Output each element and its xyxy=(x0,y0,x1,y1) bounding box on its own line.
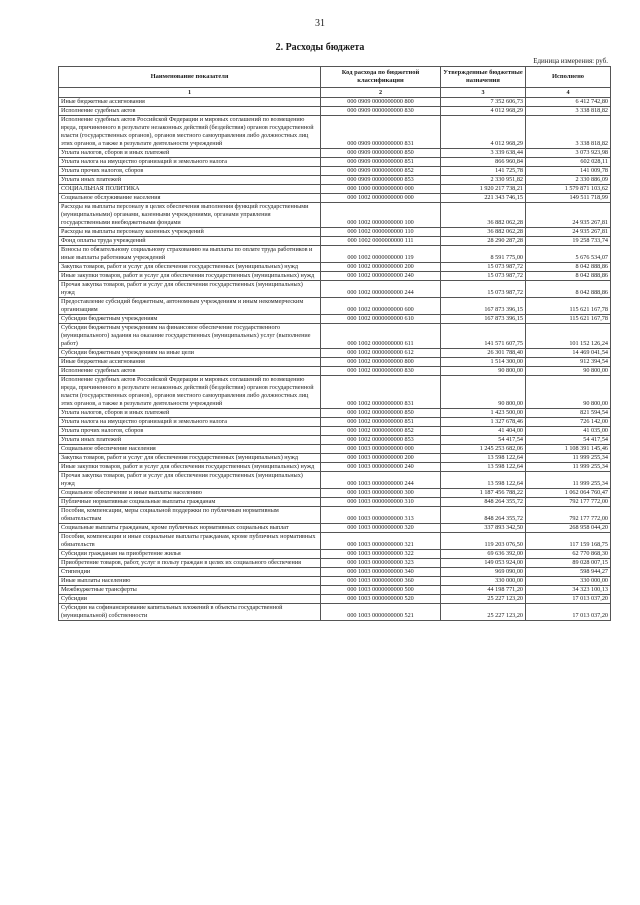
table-row xyxy=(59,185,611,194)
table-row xyxy=(59,595,611,604)
column-number: 1 xyxy=(59,88,321,98)
row-code: 000 1003 0000000000 520 xyxy=(321,595,441,604)
row-approved-value: 1 187 456 788,22 xyxy=(441,489,526,498)
row-executed-value: 1 108 391 145,46 xyxy=(526,445,611,454)
row-name: Иные закупки товаров, работ и услуг для обеспечения государственных (муниципальных) нужд xyxy=(59,272,321,281)
table-row xyxy=(59,246,611,263)
row-name: Уплата налога на имущество организаций и земельного налога xyxy=(59,418,321,427)
header-approved: Утвержденные бюджетные назначения xyxy=(441,67,526,88)
row-name: Исполнение судебных актов xyxy=(59,107,321,116)
row-code: 000 1003 0000000000 322 xyxy=(321,550,441,559)
row-code: 000 1002 0000000000 611 xyxy=(321,324,441,349)
table-row xyxy=(59,263,611,272)
row-executed-value: 14 469 041,54 xyxy=(526,349,611,358)
header-code: Код расхода по бюджетной классификации xyxy=(321,67,441,88)
table-row xyxy=(59,194,611,203)
row-code: 000 0909 0000000000 852 xyxy=(321,167,441,176)
row-executed-value: 330 000,00 xyxy=(526,577,611,586)
row-code: 000 1002 0000000000 851 xyxy=(321,418,441,427)
row-executed-value: 8 042 888,86 xyxy=(526,281,611,298)
row-executed-value: 24 935 267,81 xyxy=(526,228,611,237)
row-code: 000 0909 0000000000 800 xyxy=(321,98,441,107)
row-name: Иные выплаты населению xyxy=(59,577,321,586)
row-approved-value: 25 227 123,20 xyxy=(441,595,526,604)
row-name: Фонд оплаты труда учреждений xyxy=(59,237,321,246)
row-code: 000 1002 0000000000 100 xyxy=(321,203,441,228)
row-approved-value: 26 301 788,40 xyxy=(441,349,526,358)
row-name: Социальное обеспечение населения xyxy=(59,445,321,454)
row-executed-value: 3 338 818,82 xyxy=(526,116,611,149)
row-approved-value: 119 203 076,50 xyxy=(441,533,526,550)
row-executed-value: 141 009,78 xyxy=(526,167,611,176)
row-code: 000 1003 0000000000 320 xyxy=(321,524,441,533)
row-code: 000 0909 0000000000 851 xyxy=(321,158,441,167)
row-approved-value: 8 591 775,00 xyxy=(441,246,526,263)
row-executed-value: 3 073 923,98 xyxy=(526,149,611,158)
table-row xyxy=(59,358,611,367)
row-code: 000 1003 0000000000 000 xyxy=(321,445,441,454)
row-executed-value: 11 999 255,34 xyxy=(526,463,611,472)
row-approved-value: 36 882 062,28 xyxy=(441,203,526,228)
row-name: Социальные выплаты гражданам, кроме публичных нормативных социальных выплат xyxy=(59,524,321,533)
table-row xyxy=(59,463,611,472)
row-name: Предоставление субсидий бюджетным, автономным учреждениям и иным некоммерческим организациям xyxy=(59,298,321,315)
row-code: 000 0909 0000000000 830 xyxy=(321,107,441,116)
row-approved-value: 221 343 746,15 xyxy=(441,194,526,203)
row-name: Расходы на выплаты персоналу в целях обеспечения выполнения функций государственными (муниципальными) органами, казенными учреждениями, органами управления государственными внебюджетными фондами xyxy=(59,203,321,228)
row-approved-value: 2 330 951,82 xyxy=(441,176,526,185)
row-name: Субсидии бюджетным учреждениям xyxy=(59,315,321,324)
row-name: Прочая закупка товаров, работ и услуг для обеспечения государственных (муниципальных) нужд xyxy=(59,281,321,298)
column-number: 4 xyxy=(526,88,611,98)
row-executed-value: 17 013 037,20 xyxy=(526,604,611,621)
table-row xyxy=(59,445,611,454)
row-executed-value: 726 142,00 xyxy=(526,418,611,427)
row-approved-value: 90 800,00 xyxy=(441,376,526,409)
row-executed-value: 17 013 037,20 xyxy=(526,595,611,604)
row-executed-value: 2 330 886,09 xyxy=(526,176,611,185)
table-row xyxy=(59,586,611,595)
row-approved-value: 25 227 123,20 xyxy=(441,604,526,621)
section-title: 2. Расходы бюджета xyxy=(275,42,365,53)
row-name: Исполнение судебных актов xyxy=(59,367,321,376)
table-row xyxy=(59,98,611,107)
row-code: 000 1003 0000000000 321 xyxy=(321,533,441,550)
column-number: 2 xyxy=(321,88,441,98)
table-row xyxy=(59,203,611,228)
row-name: Закупка товаров, работ и услуг для обеспечения государственных (муниципальных) нужд xyxy=(59,263,321,272)
row-executed-value: 34 323 100,13 xyxy=(526,586,611,595)
row-name: Уплата налогов, сборов и иных платежей xyxy=(59,149,321,158)
row-executed-value: 792 177 772,00 xyxy=(526,498,611,507)
table-header-row xyxy=(59,67,611,88)
row-approved-value: 337 893 342,50 xyxy=(441,524,526,533)
row-name: Расходы на выплаты персоналу казенных учреждений xyxy=(59,228,321,237)
row-name: Иные бюджетные ассигнования xyxy=(59,98,321,107)
row-approved-value: 15 073 987,72 xyxy=(441,263,526,272)
row-approved-value: 15 073 987,72 xyxy=(441,272,526,281)
row-executed-value: 90 800,00 xyxy=(526,376,611,409)
row-approved-value: 54 417,54 xyxy=(441,436,526,445)
row-code: 000 1002 0000000000 852 xyxy=(321,427,441,436)
row-executed-value: 268 958 044,20 xyxy=(526,524,611,533)
row-name: Субсидии бюджетным учреждениям на финансовое обеспечение государственного (муниципального) задания на оказание государственных (муниципальных) услуг (выполнение работ) xyxy=(59,324,321,349)
row-code: 000 1003 0000000000 360 xyxy=(321,577,441,586)
row-code: 000 1002 0000000000 111 xyxy=(321,237,441,246)
row-name: Приобретение товаров, работ, услуг в пользу граждан в целях их социального обеспечения xyxy=(59,559,321,568)
table-row xyxy=(59,349,611,358)
table-row xyxy=(59,116,611,149)
row-code: 000 1002 0000000000 610 xyxy=(321,315,441,324)
row-approved-value: 4 012 968,29 xyxy=(441,116,526,149)
row-approved-value: 7 352 606,73 xyxy=(441,98,526,107)
row-approved-value: 1 245 253 682,06 xyxy=(441,445,526,454)
table-row xyxy=(59,315,611,324)
row-approved-value: 1 920 217 738,21 xyxy=(441,185,526,194)
table-row xyxy=(59,298,611,315)
row-code: 000 1002 0000000000 119 xyxy=(321,246,441,263)
row-code: 000 1003 0000000000 323 xyxy=(321,559,441,568)
row-approved-value: 4 012 968,29 xyxy=(441,107,526,116)
row-executed-value: 41 035,00 xyxy=(526,427,611,436)
row-code: 000 1002 0000000000 200 xyxy=(321,263,441,272)
table-row xyxy=(59,498,611,507)
row-approved-value: 848 264 355,72 xyxy=(441,507,526,524)
row-name: Исполнение судебных актов Российской Федерации и мировых соглашений по возмещению вреда, причиненного в результате незаконных действий (бездействия) органов государственной власти (государственных органов), органов местного самоуправления либо должностных лиц этих органов, а также в результате деятельности учреждений xyxy=(59,116,321,149)
row-executed-value: 8 042 888,86 xyxy=(526,272,611,281)
row-code: 000 1002 0000000000 830 xyxy=(321,367,441,376)
row-name: Субсидии xyxy=(59,595,321,604)
row-name: Социальное обслуживание населения xyxy=(59,194,321,203)
row-code: 000 1003 0000000000 240 xyxy=(321,463,441,472)
column-number: 3 xyxy=(441,88,526,98)
row-approved-value: 36 882 062,28 xyxy=(441,228,526,237)
row-name: Стипендии xyxy=(59,568,321,577)
row-approved-value: 28 290 287,28 xyxy=(441,237,526,246)
row-executed-value: 117 159 168,75 xyxy=(526,533,611,550)
table-row xyxy=(59,507,611,524)
table-row xyxy=(59,533,611,550)
row-name: Уплата прочих налогов, сборов xyxy=(59,167,321,176)
row-name: Социальное обеспечение и иные выплаты населению xyxy=(59,489,321,498)
row-approved-value: 1 423 500,00 xyxy=(441,409,526,418)
header-executed: Исполнено xyxy=(526,67,611,88)
row-name: Уплата налога на имущество организаций и земельного налога xyxy=(59,158,321,167)
table-row xyxy=(59,454,611,463)
row-approved-value: 41 404,00 xyxy=(441,427,526,436)
table-row xyxy=(59,550,611,559)
row-approved-value: 90 800,00 xyxy=(441,367,526,376)
row-executed-value: 3 338 818,82 xyxy=(526,107,611,116)
row-code: 000 1002 0000000000 240 xyxy=(321,272,441,281)
row-code: 000 1002 0000000000 110 xyxy=(321,228,441,237)
row-name: Взносы по обязательному социальному страхованию на выплаты по оплате труда работников и иные выплаты работникам учреждений xyxy=(59,246,321,263)
table-row xyxy=(59,367,611,376)
budget-expenses-table xyxy=(58,66,611,621)
row-code: 000 0909 0000000000 831 xyxy=(321,116,441,149)
row-name: Прочая закупка товаров, работ и услуг для обеспечения государственных (муниципальных) нужд xyxy=(59,472,321,489)
row-name: Уплата налогов, сборов и иных платежей xyxy=(59,409,321,418)
table-row xyxy=(59,167,611,176)
row-code: 000 1003 0000000000 500 xyxy=(321,586,441,595)
table-row xyxy=(59,559,611,568)
row-executed-value: 19 258 733,74 xyxy=(526,237,611,246)
row-approved-value: 13 598 122,64 xyxy=(441,463,526,472)
row-code: 000 1003 0000000000 313 xyxy=(321,507,441,524)
table-row xyxy=(59,228,611,237)
table-row xyxy=(59,324,611,349)
page-number: 31 xyxy=(315,18,325,29)
row-executed-value: 11 999 255,34 xyxy=(526,454,611,463)
row-code: 000 0909 0000000000 850 xyxy=(321,149,441,158)
table-row xyxy=(59,489,611,498)
row-approved-value: 69 636 392,00 xyxy=(441,550,526,559)
table-row xyxy=(59,577,611,586)
table-row xyxy=(59,604,611,621)
row-executed-value: 62 770 868,30 xyxy=(526,550,611,559)
row-code: 000 1003 0000000000 244 xyxy=(321,472,441,489)
row-code: 000 1003 0000000000 300 xyxy=(321,489,441,498)
row-name: Пособия, компенсации, меры социальной поддержки по публичным нормативным обязательствам xyxy=(59,507,321,524)
table-row xyxy=(59,237,611,246)
row-name: Закупка товаров, работ и услуг для обеспечения государственных (муниципальных) нужд xyxy=(59,454,321,463)
row-code: 000 1003 0000000000 310 xyxy=(321,498,441,507)
table-row xyxy=(59,472,611,489)
row-approved-value: 13 598 122,64 xyxy=(441,454,526,463)
row-code: 000 1002 0000000000 612 xyxy=(321,349,441,358)
row-executed-value: 6 412 742,80 xyxy=(526,98,611,107)
table-row xyxy=(59,107,611,116)
row-code: 000 1002 0000000000 831 xyxy=(321,376,441,409)
header-name: Наименование показателя xyxy=(59,67,321,88)
row-approved-value: 1 327 678,46 xyxy=(441,418,526,427)
table-row xyxy=(59,568,611,577)
table-row xyxy=(59,281,611,298)
row-approved-value: 141 725,78 xyxy=(441,167,526,176)
row-code: 000 1002 0000000000 600 xyxy=(321,298,441,315)
row-executed-value: 101 152 126,24 xyxy=(526,324,611,349)
row-executed-value: 792 177 772,00 xyxy=(526,507,611,524)
table-row xyxy=(59,427,611,436)
row-executed-value: 149 511 718,99 xyxy=(526,194,611,203)
units-label: Единица измерения: руб. xyxy=(533,57,608,65)
row-name: Межбюджетные трансферты xyxy=(59,586,321,595)
row-code: 000 0909 0000000000 853 xyxy=(321,176,441,185)
row-code: 000 1002 0000000000 853 xyxy=(321,436,441,445)
row-executed-value: 8 042 888,86 xyxy=(526,263,611,272)
row-name: Публичные нормативные социальные выплаты гражданам xyxy=(59,498,321,507)
row-name: Иные закупки товаров, работ и услуг для обеспечения государственных (муниципальных) нужд xyxy=(59,463,321,472)
row-approved-value: 167 873 396,15 xyxy=(441,315,526,324)
row-executed-value: 602 028,11 xyxy=(526,158,611,167)
row-name: Субсидии гражданам на приобретение жилья xyxy=(59,550,321,559)
row-approved-value: 44 198 771,20 xyxy=(441,586,526,595)
row-name: Исполнение судебных актов Российской Федерации и мировых соглашений по возмещению вреда, причиненного в результате незаконных действий (бездействия) органов государственной власти (государственных органов), органов местного самоуправления либо должностных лиц этих органов, а также в результате деятельности учреждений xyxy=(59,376,321,409)
row-executed-value: 598 944,27 xyxy=(526,568,611,577)
row-name: Субсидии бюджетным учреждениям на иные цели xyxy=(59,349,321,358)
row-code: 000 1003 0000000000 200 xyxy=(321,454,441,463)
row-code: 000 1003 0000000000 340 xyxy=(321,568,441,577)
table-row xyxy=(59,149,611,158)
row-executed-value: 24 935 267,81 xyxy=(526,203,611,228)
row-name: Субсидии на софинансирование капитальных вложений в объекты государственной (муниципальной) собственности xyxy=(59,604,321,621)
row-executed-value: 54 417,54 xyxy=(526,436,611,445)
table-row xyxy=(59,409,611,418)
row-executed-value: 5 676 534,07 xyxy=(526,246,611,263)
row-executed-value: 89 028 007,15 xyxy=(526,559,611,568)
row-approved-value: 167 873 396,15 xyxy=(441,298,526,315)
row-executed-value: 90 800,00 xyxy=(526,367,611,376)
row-approved-value: 13 598 122,64 xyxy=(441,472,526,489)
row-code: 000 1000 0000000000 000 xyxy=(321,185,441,194)
row-name: СОЦИАЛЬНАЯ ПОЛИТИКА xyxy=(59,185,321,194)
row-executed-value: 11 999 255,34 xyxy=(526,472,611,489)
row-code: 000 1002 0000000000 800 xyxy=(321,358,441,367)
table-row xyxy=(59,436,611,445)
row-approved-value: 330 000,00 xyxy=(441,577,526,586)
table-row xyxy=(59,272,611,281)
row-name: Уплата иных платежей xyxy=(59,176,321,185)
table-row xyxy=(59,376,611,409)
row-approved-value: 141 571 607,75 xyxy=(441,324,526,349)
row-code: 000 1002 0000000000 850 xyxy=(321,409,441,418)
row-approved-value: 969 090,00 xyxy=(441,568,526,577)
row-name: Пособия, компенсации и иные социальные выплаты гражданам, кроме публичных нормативных обязательств xyxy=(59,533,321,550)
row-approved-value: 848 264 355,72 xyxy=(441,498,526,507)
row-executed-value: 1 062 064 760,47 xyxy=(526,489,611,498)
row-approved-value: 1 514 300,00 xyxy=(441,358,526,367)
row-name: Иные бюджетные ассигнования xyxy=(59,358,321,367)
table-body xyxy=(59,98,611,621)
row-code: 000 1002 0000000000 000 xyxy=(321,194,441,203)
row-code: 000 1003 0000000000 521 xyxy=(321,604,441,621)
row-approved-value: 866 960,84 xyxy=(441,158,526,167)
row-approved-value: 3 339 638,44 xyxy=(441,149,526,158)
row-executed-value: 115 621 167,78 xyxy=(526,298,611,315)
row-name: Уплата иных платежей xyxy=(59,436,321,445)
row-approved-value: 15 073 987,72 xyxy=(441,281,526,298)
row-executed-value: 821 594,54 xyxy=(526,409,611,418)
table-row xyxy=(59,158,611,167)
row-executed-value: 115 621 167,78 xyxy=(526,315,611,324)
row-executed-value: 912 394,54 xyxy=(526,358,611,367)
row-approved-value: 149 053 924,00 xyxy=(441,559,526,568)
table-row xyxy=(59,524,611,533)
row-executed-value: 1 579 871 103,62 xyxy=(526,185,611,194)
column-number-row xyxy=(59,88,611,98)
table-row xyxy=(59,418,611,427)
row-code: 000 1002 0000000000 244 xyxy=(321,281,441,298)
table-row xyxy=(59,176,611,185)
row-name: Уплата прочих налогов, сборов xyxy=(59,427,321,436)
